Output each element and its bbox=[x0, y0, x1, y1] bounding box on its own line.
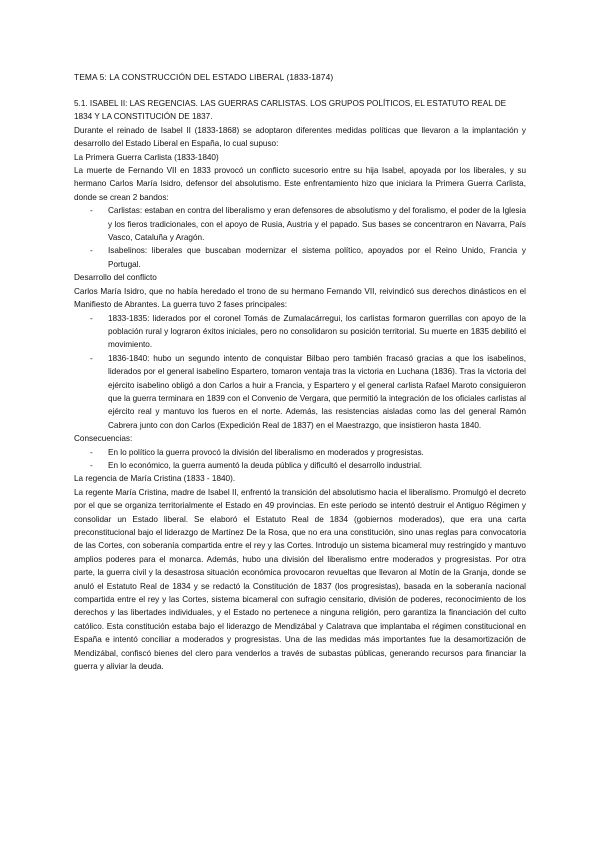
fases-list bbox=[74, 312, 526, 433]
bandos-list bbox=[74, 204, 526, 271]
list-item-politico: - En lo político la guerra provocó la división del liberalismo en moderados y progresistas. bbox=[74, 446, 526, 459]
intro-paragraph: Durante el reinado de Isabel II (1833-1868) se adoptaron diferentes medidas políticas que llevaron a la implantación y desarrollo del Estado Liberal en España, lo cual supuso: bbox=[74, 125, 526, 149]
heading-desarrollo: Desarrollo del conflicto bbox=[74, 273, 157, 283]
list-item-isabelinos: - Isabelinos: liberales que buscaban modernizar el sistema político, apoyados por el Reino Unido, Francia y Portugal. bbox=[74, 244, 526, 271]
heading-primera-guerra: La Primera Guerra Carlista (1833-1840) bbox=[74, 152, 219, 162]
section-title: 5.1. ISABEL II: LAS REGENCIAS. LAS GUERRAS CARLISTAS. LOS GRUPOS POLÍTICOS, EL ESTATUTO REAL DE 1834 Y LA CONSTITUCIÓN DE 1837. bbox=[74, 99, 507, 122]
consecuencias-list bbox=[74, 446, 526, 473]
list-item-economico: - En lo económico, la guerra aumentó la deuda pública y dificultó el desarrollo industrial. bbox=[74, 459, 526, 472]
document-title: TEMA 5: LA CONSTRUCCIÓN DEL ESTADO LIBERAL (1833-1874) bbox=[74, 72, 334, 82]
paragraph-primera-guerra: La muerte de Fernando VII en 1833 provocó un conflicto sucesorio entre su hija Isabel, apoyada por los liberales, y su hermano Carlos María Isidro, defensor del absolutismo. Este enfrentamiento hizo que iniciara la Primera Guerra Carlista, donde se crean 2 bandos: bbox=[74, 166, 526, 202]
list-item-fase-2: - 1836-1840: hubo un segundo intento de conquistar Bilbao pero también fracasó gracias a que los isabelinos, liderados por el general isabelino Espartero, tomaron ventaja tras la victoria en Luchana (1836). Tras la victoria del ejército isabelino obligó a don Carlos a huir a Francia, y Espartero y el general carlista Rafael Maroto consiguieron que la guerra terminara en 1839 con el Convenio de Vergara, que permitió la integración de los oficiales carlistas al ejército real y mantuvo los fueros en el norte. Además, las resistencias aisladas como las del general Ramón Cabrera junto con don Carlos (Expedición Real de 1837) en el Maestrazgo, que insistieron hasta 1840. bbox=[74, 352, 526, 432]
heading-regencia: La regencia de María Cristina (1833 - 1840). bbox=[74, 474, 236, 484]
paragraph-desarrollo: Carlos María Isidro, que no había heredado el trono de su hermano Fernando VII, reivindicó sus derechos dinásticos en el Manifiesto de Abrantes. La guerra tuvo 2 fases principales: bbox=[74, 286, 526, 310]
list-item-carlistas: - Carlistas: estaban en contra del liberalismo y eran defensores de absolutismo y del foralismo, el poder de la Iglesia y los fieros tradicionales, con el apoyo de Rusia, Austria y el papado. Sus bases se concentraron en Navarra, País Vasco, Cataluña y Aragón. bbox=[74, 204, 526, 244]
document-body bbox=[74, 72, 526, 673]
paragraph-regencia: La regente María Cristina, madre de Isabel II, enfrentó la transición del absolutismo hacia el liberalismo. Promulgó el decreto por el que se organiza territorialmente el Estado en 49 provincias. En este periodo se intentó destruir el Antiguo Régimen y consolidar un Estado liberal. Se elaboró el Estatuto Real de 1834 (gobiernos moderados), que era una carta preconstitucional bajo el liderazgo de Martínez De la Rosa, que no era una constitución, sino unas reglas para convocatoria de las Cortes, con soberanía compartida entre el rey y las Cortes. Introdujo un sistema bicameral muy restringido y mantuvo amplios poderes para el monarca. Además, hubo una división del liberalismo entre moderados y progresistas. Por otra parte, la guerra civil y la desastrosa situación económica provocaron revueltas que llevaron al Motín de la Granja, donde se anuló el Estatuto Real de 1834 y se redactó la Constitución de 1837 (los progresistas), basada en la soberanía nacional compartida entre el rey y las Cortes, sistema bicameral con sufragio censitario, división de poderes, reconocimiento de los derechos y las libertades individuales, y el Estado no pertenece a ninguna religión, pero garantiza la financiación del culto católico. Esta constitución estaba bajo el liderazgo de Mendizábal y Calatrava que implantaba el régimen constitucional en España e intentó conciliar a moderados y progresistas. Una de las medidas más importantes fue la desamortización de Mendizábal, confiscó bienes del clero para venderlos a través de subastas públicas, generando recursos para financiar la guerra y aliviar la deuda. bbox=[74, 487, 526, 672]
heading-consecuencias: Consecuencias: bbox=[74, 434, 133, 444]
list-item-fase-1: - 1833-1835: liderados por el coronel Tomás de Zumalacárregui, los carlistas formaron guerrillas con apoyo de la población rural y lograron éxitos iniciales, pero no consolidaron su posición territorial. Su muerte en 1835 debilitó el movimiento. bbox=[74, 312, 526, 352]
